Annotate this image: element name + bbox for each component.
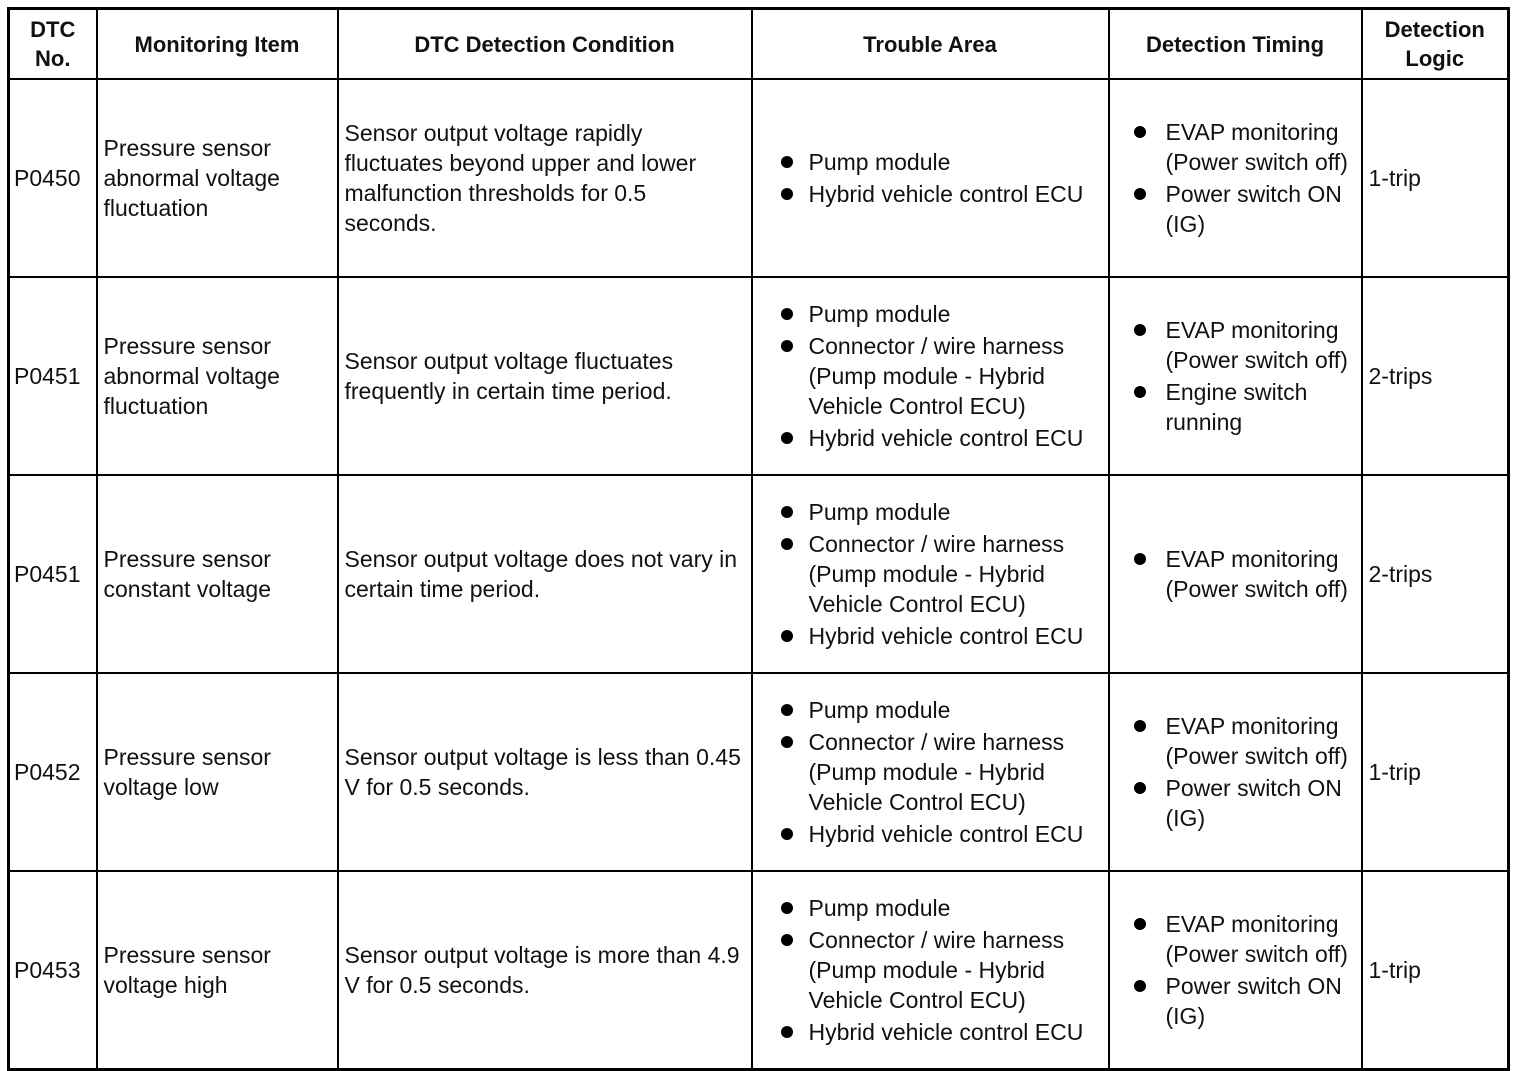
detection-logic: 1-trip (1362, 79, 1509, 277)
detection-timing (1109, 475, 1362, 673)
list-item: EVAP monitoring (Power switch off) (1116, 117, 1355, 177)
list-item: EVAP monitoring (Power switch off) (1116, 711, 1355, 771)
detection-condition: Sensor output voltage is less than 0.45 V for 0.5 seconds. (338, 673, 752, 871)
detection-timing (1109, 871, 1362, 1069)
detection-condition: Sensor output voltage rapidly fluctuates beyond upper and lower malfunction thresholds for 0.5 seconds. (338, 79, 752, 277)
table-row (9, 673, 1509, 871)
table-row (9, 277, 1509, 475)
monitoring-item: Pressure sensor voltage low (97, 673, 338, 871)
detection-timing-list (1116, 544, 1355, 604)
trouble-area (752, 277, 1109, 475)
detection-logic: 2-trips (1362, 277, 1509, 475)
monitoring-item: Pressure sensor abnormal voltage fluctuation (97, 277, 338, 475)
trouble-area-list (759, 497, 1102, 651)
list-item: Connector / wire harness (Pump module - Hybrid Vehicle Control ECU) (759, 331, 1102, 421)
header-detection-timing: Detection Timing (1109, 9, 1362, 80)
header-trouble-area: Trouble Area (752, 9, 1109, 80)
list-item: Hybrid vehicle control ECU (759, 423, 1102, 453)
detection-condition: Sensor output voltage does not vary in certain time period. (338, 475, 752, 673)
list-item: Connector / wire harness (Pump module - Hybrid Vehicle Control ECU) (759, 529, 1102, 619)
monitoring-item: Pressure sensor constant voltage (97, 475, 338, 673)
list-item: Pump module (759, 147, 1102, 177)
dtc-code: P0450 (9, 79, 97, 277)
table-row (9, 475, 1509, 673)
monitoring-item: Pressure sensor abnormal voltage fluctuation (97, 79, 338, 277)
trouble-area-list (759, 147, 1102, 209)
table-row (9, 871, 1509, 1069)
detection-timing (1109, 277, 1362, 475)
trouble-area (752, 673, 1109, 871)
detection-timing-list (1116, 117, 1355, 239)
detection-timing-list (1116, 711, 1355, 833)
dtc-code: P0451 (9, 475, 97, 673)
list-item: Power switch ON (IG) (1116, 971, 1355, 1031)
detection-timing (1109, 673, 1362, 871)
trouble-area (752, 475, 1109, 673)
list-item: Hybrid vehicle control ECU (759, 621, 1102, 651)
header-detection-logic: Detection Logic (1362, 9, 1509, 80)
trouble-area (752, 871, 1109, 1069)
detection-timing-list (1116, 315, 1355, 437)
list-item: EVAP monitoring (Power switch off) (1116, 315, 1355, 375)
dtc-code: P0451 (9, 277, 97, 475)
list-item: Pump module (759, 893, 1102, 923)
detection-logic: 1-trip (1362, 871, 1509, 1069)
list-item: Power switch ON (IG) (1116, 773, 1355, 833)
dtc-code: P0453 (9, 871, 97, 1069)
header-dtc-no: DTC No. (9, 9, 97, 80)
detection-logic: 2-trips (1362, 475, 1509, 673)
list-item: Pump module (759, 497, 1102, 527)
list-item: Connector / wire harness (Pump module - Hybrid Vehicle Control ECU) (759, 727, 1102, 817)
list-item: EVAP monitoring (Power switch off) (1116, 909, 1355, 969)
trouble-area-list (759, 893, 1102, 1047)
list-item: Hybrid vehicle control ECU (759, 179, 1102, 209)
list-item: Pump module (759, 695, 1102, 725)
monitoring-item: Pressure sensor voltage high (97, 871, 338, 1069)
list-item: Connector / wire harness (Pump module - Hybrid Vehicle Control ECU) (759, 925, 1102, 1015)
table-row (9, 79, 1509, 277)
dtc-code: P0452 (9, 673, 97, 871)
detection-logic: 1-trip (1362, 673, 1509, 871)
list-item: Hybrid vehicle control ECU (759, 1017, 1102, 1047)
list-item: Engine switch running (1116, 377, 1355, 437)
header-detection-condition: DTC Detection Condition (338, 9, 752, 80)
list-item: Pump module (759, 299, 1102, 329)
detection-condition: Sensor output voltage fluctuates frequently in certain time period. (338, 277, 752, 475)
detection-timing-list (1116, 909, 1355, 1031)
detection-condition: Sensor output voltage is more than 4.9 V for 0.5 seconds. (338, 871, 752, 1069)
header-monitoring-item: Monitoring Item (97, 9, 338, 80)
list-item: EVAP monitoring (Power switch off) (1116, 544, 1355, 604)
table-body (9, 79, 1509, 1069)
list-item: Hybrid vehicle control ECU (759, 819, 1102, 849)
table-header-row (9, 9, 1509, 80)
trouble-area-list (759, 695, 1102, 849)
list-item: Power switch ON (IG) (1116, 179, 1355, 239)
detection-timing (1109, 79, 1362, 277)
trouble-area (752, 79, 1109, 277)
trouble-area-list (759, 299, 1102, 453)
dtc-table (7, 7, 1510, 1071)
